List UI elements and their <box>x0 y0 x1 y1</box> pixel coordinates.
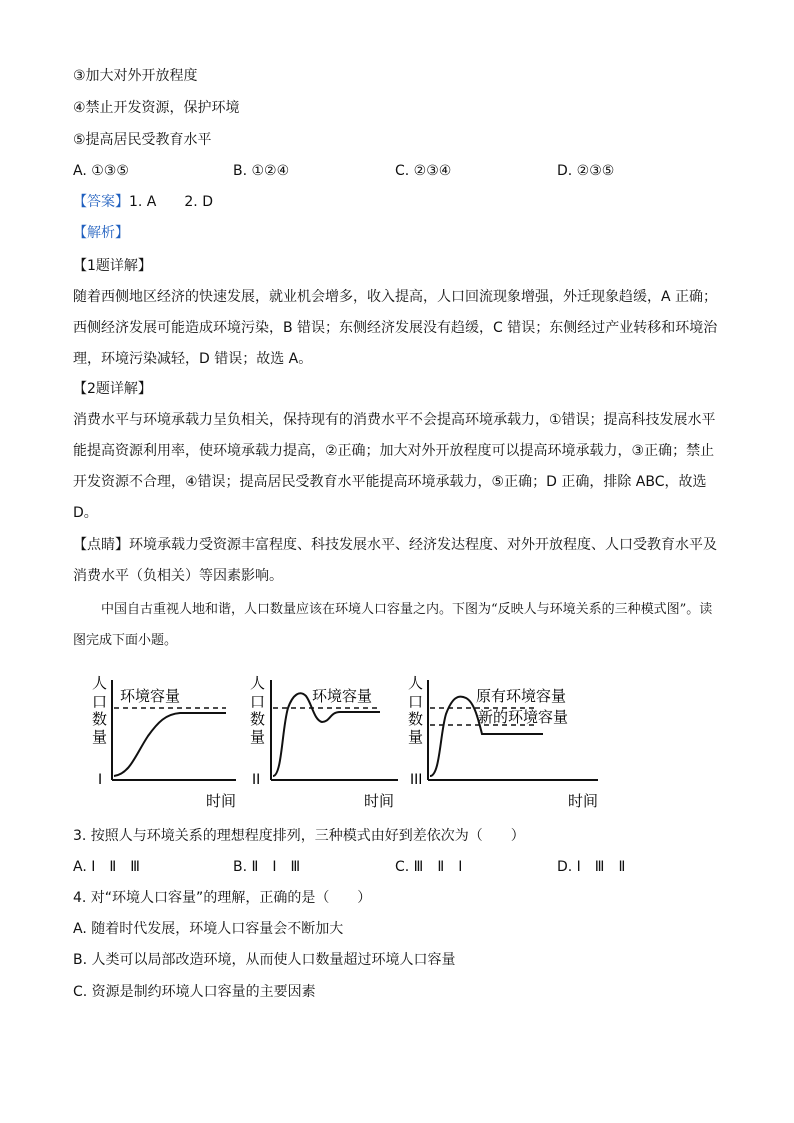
panel-3-ylabel-1: 人 <box>408 674 424 692</box>
q1-detail-text: 随着西侧地区经济的快速发展，就业机会增多，收入提高，人口回流现象增强，外迁现象趋缓，A 正确；西侧经济发展可能造成环境污染，B 错误；东侧经济发展没有趋缓，C 错误；东侧经过产业转移和环境治理，环境污染减轻，D 错误；故选 A。 <box>73 289 718 367</box>
panel-1-ylabel-3: 数 <box>92 710 108 728</box>
q4-option-a: A. 随着时代发展，环境人口容量会不断加大 <box>73 921 344 937</box>
q2-option-a: A. ①③⑤ <box>73 163 129 179</box>
q2-option-b: B. ①②④ <box>233 163 290 179</box>
panel-2-population-curve <box>273 693 380 776</box>
panel-2-capacity-label: 环境容量 <box>312 687 373 705</box>
panel-3-roman: III <box>410 772 423 788</box>
panel-1-population-curve <box>114 713 226 776</box>
statement-5: ⑤提高居民受教育水平 <box>73 132 212 148</box>
panel-2-xlabel: 时间 <box>364 792 395 810</box>
answer-text: 1. A 2. D <box>129 194 213 210</box>
q2-detail-tag: 【2题详解】 <box>73 381 152 397</box>
panel-1 <box>92 674 236 788</box>
panel-1-capacity-label: 环境容量 <box>120 687 181 705</box>
q3-option-c: C. Ⅲ Ⅱ Ⅰ <box>395 859 463 875</box>
panel-1-ylabel-4: 量 <box>92 728 108 746</box>
three-mode-figure <box>88 668 618 818</box>
panel-2-ylabel-2: 口 <box>250 693 266 711</box>
panel-3 <box>408 674 598 788</box>
mode-diagram <box>88 668 618 818</box>
panel-3-ylabel-4: 量 <box>408 728 424 746</box>
q2-option-c: C. ②③④ <box>395 163 452 179</box>
q3-stem: 3. 按照人与环境关系的理想程度排列，三种模式由好到差依次为（ ） <box>73 828 525 844</box>
statement-3: ③加大对外开放程度 <box>73 68 198 84</box>
panel-2-ylabel-1: 人 <box>250 674 266 692</box>
panel-1-ylabel-2: 口 <box>92 693 108 711</box>
dianjing-block <box>73 530 723 592</box>
intro-paragraph: 中国自古重视人地和谐，人口数量应该在环境人口容量之内。下图为“反映人与环境关系的三种模式图”。读图完成下面小题。 <box>73 602 713 648</box>
statement-4: ④禁止开发资源，保护环境 <box>73 100 240 116</box>
panel-2-ylabel-3: 数 <box>250 710 266 728</box>
panel-2 <box>250 674 398 788</box>
q4-option-c: C. 资源是制约环境人口容量的主要因素 <box>73 984 316 1000</box>
q3-option-b: B. Ⅱ Ⅰ Ⅲ <box>233 859 301 875</box>
answer-tag: 【答案】 <box>73 194 129 210</box>
dianjing-tag: 【点睛】 <box>73 537 129 553</box>
q4-stem: 4. 对“环境人口容量”的理解，正确的是（ ） <box>73 890 372 906</box>
panel-2-ylabel-4: 量 <box>250 728 266 746</box>
panel-3-ylabel-3: 数 <box>408 710 424 728</box>
dianjing-text: 环境承载力受资源丰富程度、科技发展水平、经济发达程度、对外开放程度、人口受教育水平及消费水平（负相关）等因素影响。 <box>73 537 717 584</box>
panel-3-capacity-new-label: 新的环境容量 <box>478 708 569 726</box>
q1-detail-tag: 【1题详解】 <box>73 258 152 274</box>
panel-2-roman: II <box>252 772 261 788</box>
q2-option-d: D. ②③⑤ <box>557 163 615 179</box>
panel-1-roman: I <box>98 772 103 788</box>
panel-3-capacity-old-label: 原有环境容量 <box>476 687 567 705</box>
panel-3-ylabel-2: 口 <box>408 693 424 711</box>
q3-option-d: D. Ⅰ Ⅲ Ⅱ <box>557 859 626 875</box>
panel-1-xlabel: 时间 <box>206 792 237 810</box>
answer-line <box>73 192 213 212</box>
panel-3-xlabel: 时间 <box>568 792 599 810</box>
analysis-tag: 【解析】 <box>73 225 129 241</box>
q3-option-a: A. Ⅰ Ⅱ Ⅲ <box>73 859 140 875</box>
q2-detail-text: 消费水平与环境承载力呈负相关，保持现有的消费水平不会提高环境承载力，①错误；提高科技发展水平能提高资源利用率，使环境承载力提高，②正确；加大对外开放程度可以提高环境承载力，③正确；禁止开发资源不合理，④错误；提高居民受教育水平能提高环境承载力，⑤正确；D 正确，排除 ABC，故选 D。 <box>73 412 716 521</box>
panel-1-ylabel-1: 人 <box>92 674 108 692</box>
q4-option-b: B. 人类可以局部改造环境，从而使人口数量超过环境人口容量 <box>73 952 456 968</box>
